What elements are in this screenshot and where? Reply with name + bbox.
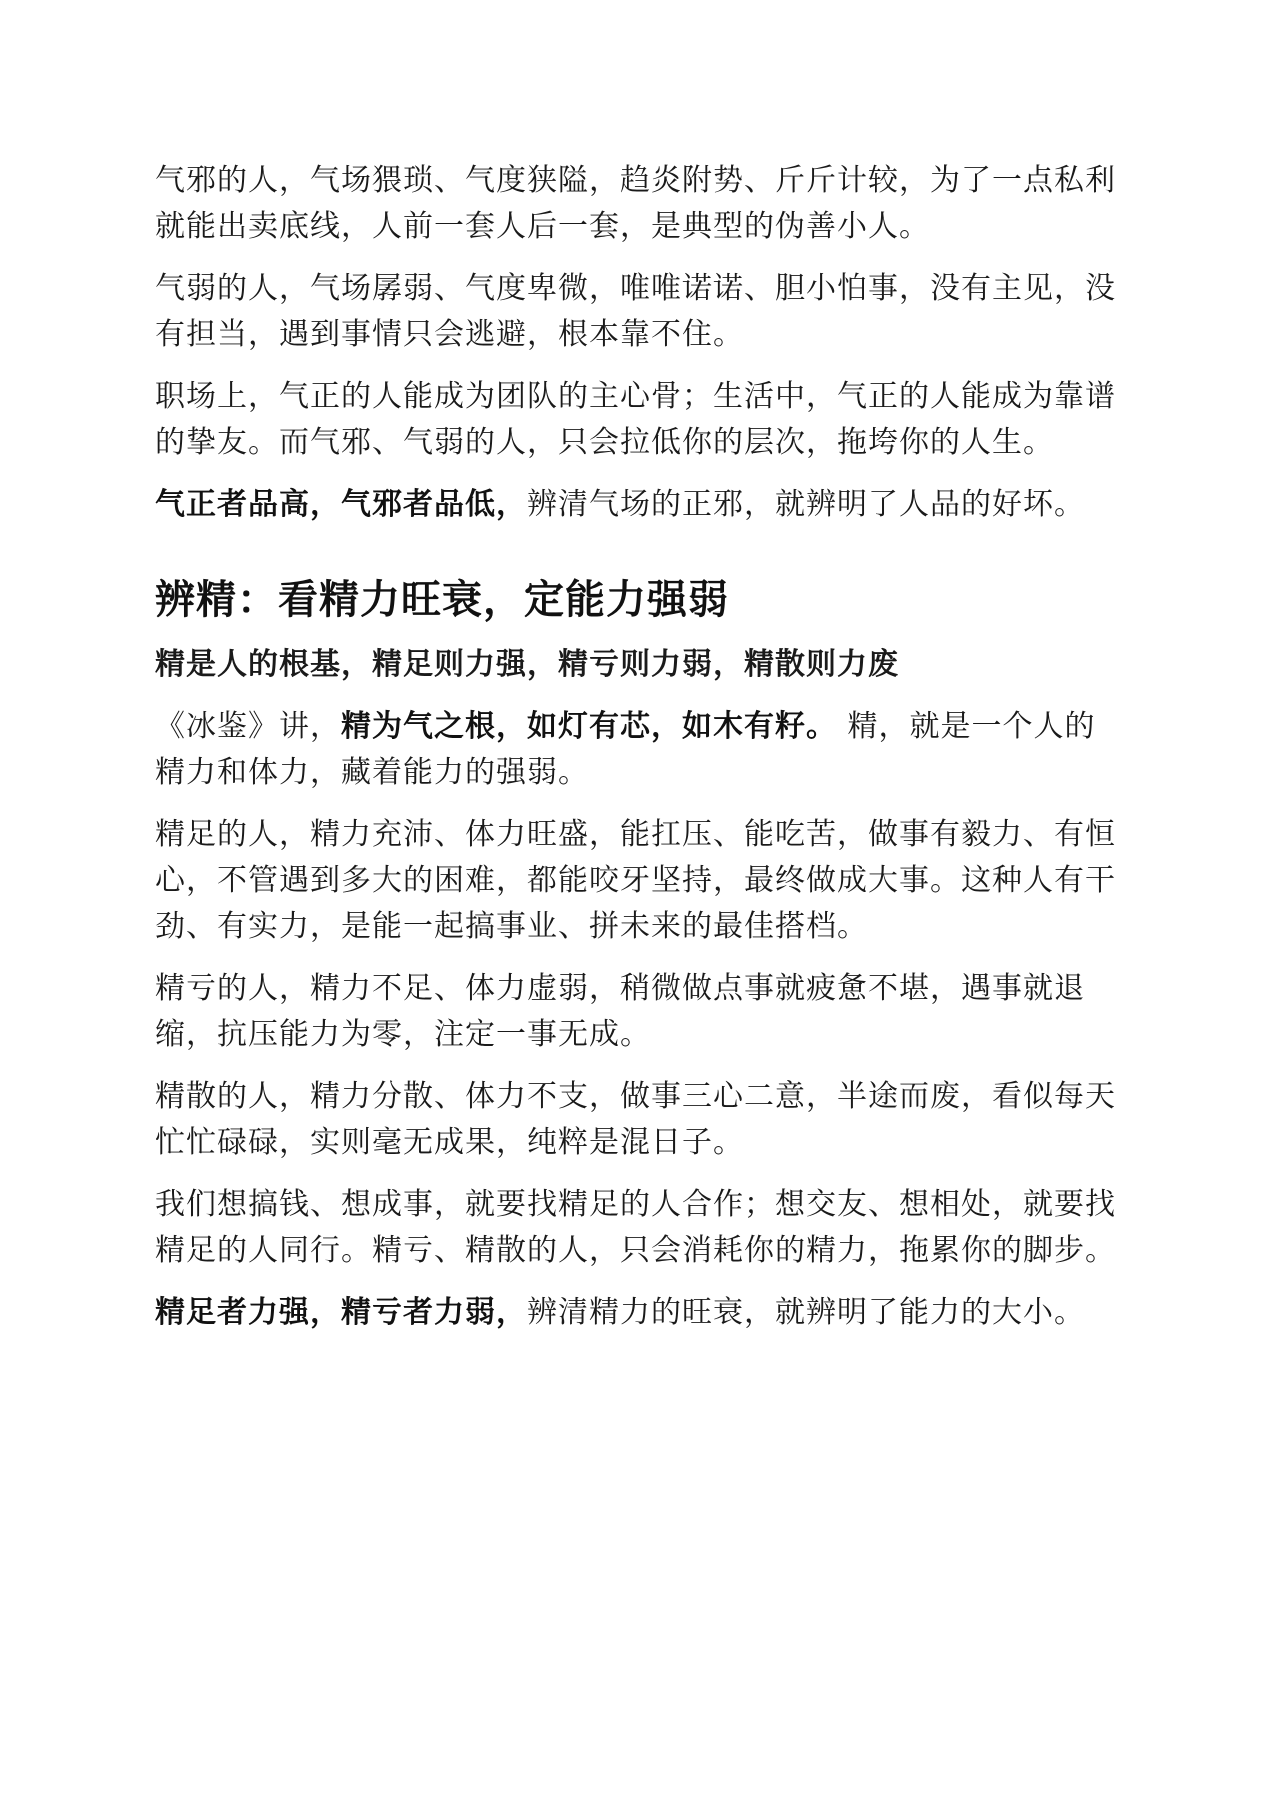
paragraph-bingjian [155, 704, 1120, 796]
jing-conclusion-text: 辨清精力的旺衰，就辨明了能力的大小。 [527, 1295, 1085, 1330]
paragraph-jing-kui: 精亏的人，精力不足、体力虚弱，稍微做点事就疲惫不堪，遇事就退缩，抗压能力为零，注定一事无成。 [155, 971, 1085, 1052]
jing-conclusion-bold: 精足者力强，精亏者力弱， [155, 1295, 527, 1330]
document-page [155, 158, 1120, 1352]
qi-conclusion-bold: 气正者品高，气邪者品低， [155, 487, 527, 522]
bingjian-text: 精，就是一个人的精力和体力，藏着能力的强弱。 [155, 709, 1096, 790]
paragraph-jing-conclusion [155, 1290, 1120, 1336]
paragraph-jing-san: 精散的人，精力分散、体力不支，做事三心二意，半途而废，看似每天忙忙碌碌，实则毫无成果，纯粹是混日子。 [155, 1079, 1116, 1160]
bingjian-prefix: 《冰鉴》讲， [155, 709, 341, 744]
paragraph-jing-zu: 精足的人，精力充沛、体力旺盛，能扛压、能吃苦，做事有毅力、有恒心，不管遇到多大的困难，都能咬牙坚持，最终做成大事。这种人有干劲、有实力，是能一起搞事业、拼未来的最佳搭档。 [155, 817, 1116, 944]
section-subheading: 精是人的根基，精足则力强，精亏则力弱，精散则力废 [155, 647, 899, 682]
paragraph-qi-xie: 气邪的人，气场猥琐、气度狭隘，趋炎附势、斤斤计较，为了一点私利就能出卖底线，人前一套人后一套，是典型的伪善小人。 [155, 163, 1116, 244]
paragraph-workplace: 职场上，气正的人能成为团队的主心骨；生活中，气正的人能成为靠谱的挚友。而气邪、气弱的人，只会拉低你的层次，拖垮你的人生。 [155, 379, 1116, 460]
paragraph-qi-ruo: 气弱的人，气场孱弱、气度卑微，唯唯诺诺、胆小怕事，没有主见，没有担当，遇到事情只会逃避，根本靠不住。 [155, 271, 1116, 352]
bingjian-bold: 精为气之根，如灯有芯，如木有籽。 [341, 709, 837, 744]
qi-conclusion-text: 辨清气场的正邪，就辨明了人品的好坏。 [527, 487, 1085, 522]
paragraph-qi-conclusion [155, 482, 1120, 528]
section-title: 辨精：看精力旺衰，定能力强弱 [155, 577, 729, 623]
paragraph-partner: 我们想搞钱、想成事，就要找精足的人合作；想交友、想相处，就要找精足的人同行。精亏、精散的人，只会消耗你的精力，拖累你的脚步。 [155, 1187, 1116, 1268]
